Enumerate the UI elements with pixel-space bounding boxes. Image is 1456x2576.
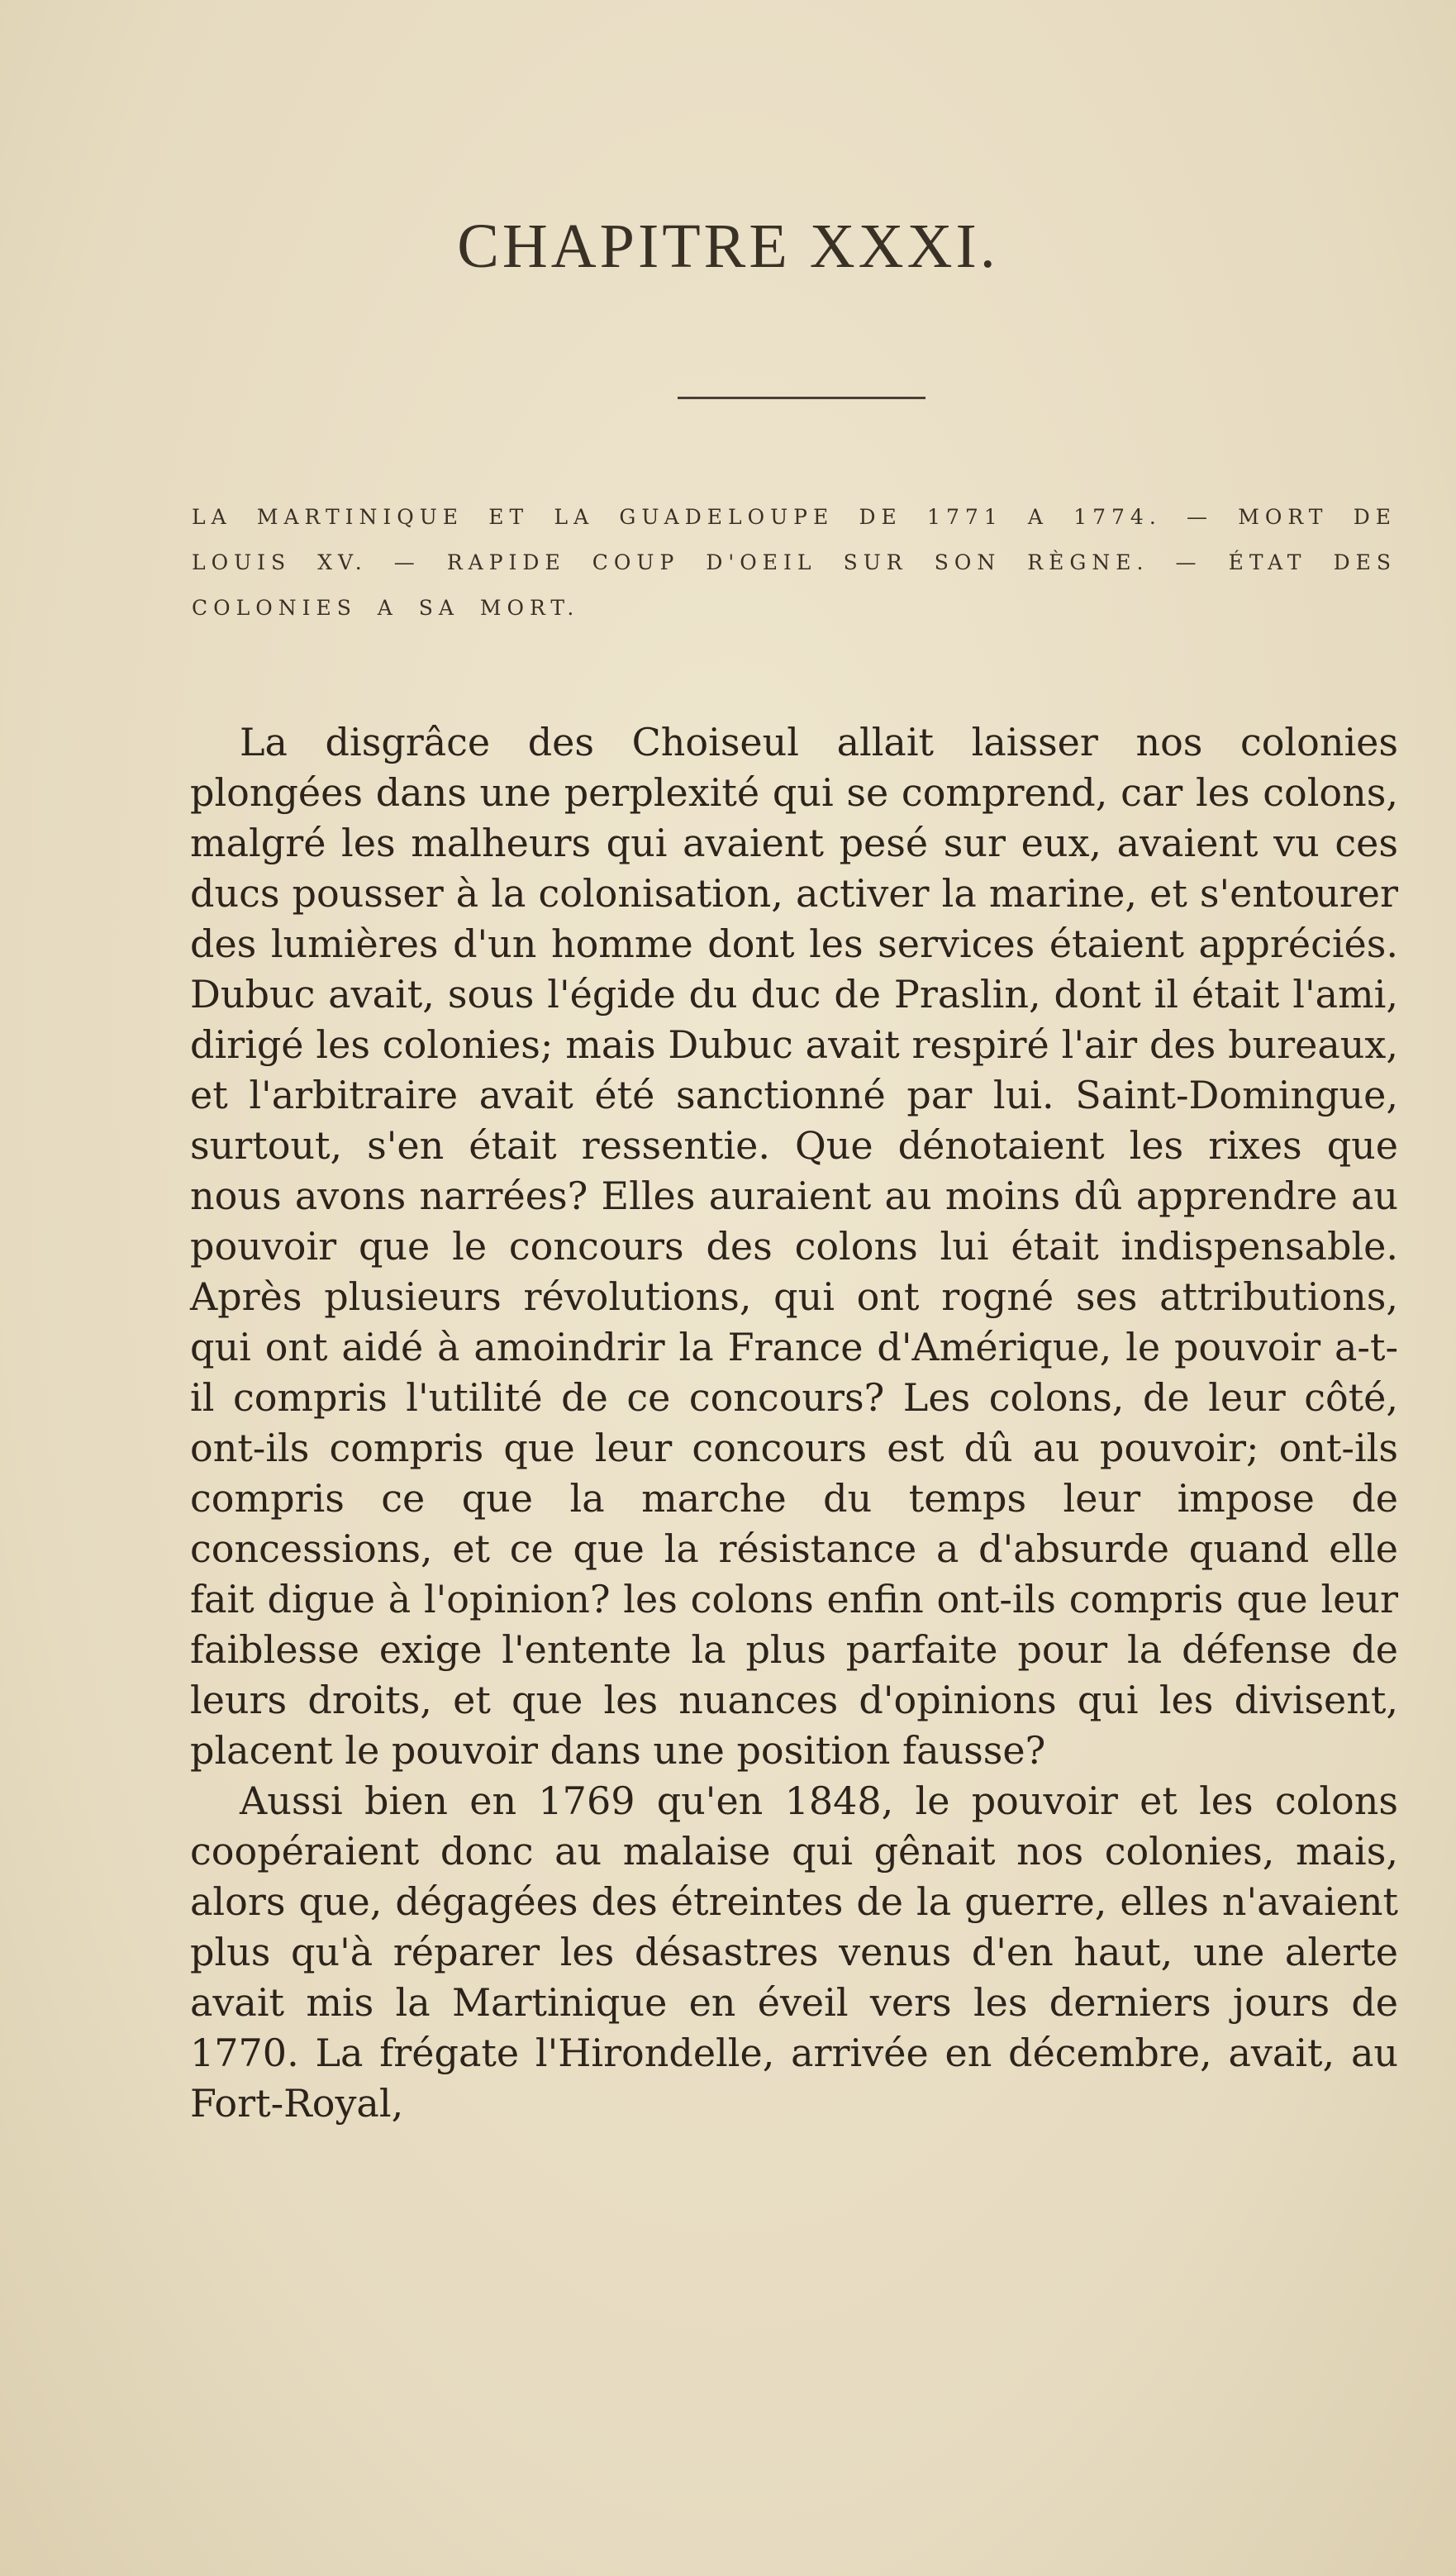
paragraph: La disgrâce des Choiseul allait laisser nos colonies plongées dans une perplexité qui se comprend, car les colons, malgré les malheurs qui avaient pesé sur eux, avaient vu ces ducs pousser à la colonisation, activer la marine, et s'entourer des lumières d'un homme dont les services étaient appréciés. Dubuc avait, sous l'égide du duc de Praslin, dont il était l'ami, dirigé les colonies; mais Dubuc avait respiré l'air des bureaux, et l'arbitraire avait été sanctionné par lui. Saint-Domingue, surtout, s'en était ressentie. Que dénotaient les rixes que nous avons narrées? Elles auraient au moins dû apprendre au pouvoir que le concours des colons lui était indispensable. Après plusieurs révolutions, qui ont rogné ses attributions, qui ont aidé à amoindrir la France d'Amérique, le pouvoir a-t-il compris l'utilité de ce concours? Les colons, de leur côté, ont-ils compris que leur concours est dû au pouvoir; ont-ils compris ce que la marche du temps leur impose de concessions, et ce que la résistance a d'absurde quand elle fait digue à l'opinion? les colons enfin ont-ils compris que leur faiblesse exige l'entente la plus parfaite pour la défense de leurs droits, et que les nuances d'opinions qui les divisent, placent le pouvoir dans une position fausse? <box>190 720 1398 1773</box>
title-divider <box>678 397 925 399</box>
chapter-title: CHAPITRE XXXI. <box>457 212 999 281</box>
paragraph: Aussi bien en 1769 qu'en 1848, le pouvoir et les colons coopéraient donc au malaise qui gênait nos colonies, mais, alors que, dégagées des étreintes de la guerre, elles n'avaient plus qu'à réparer les désastres venus d'en haut, une alerte avait mis la Martinique en éveil vers les derniers jours de 1770. La frégate l'Hirondelle, arrivée en décembre, avait, au Fort-Royal, <box>190 1778 1398 2126</box>
body-text <box>190 717 1398 2129</box>
chapter-summary: LA MARTINIQUE ET LA GUADELOUPE DE 1771 A 1774. — MORT DE LOUIS XV. — RAPIDE COUP D'OEIL SUR SON RÈGNE. — ÉTAT DES COLONIES A SA MORT. <box>192 505 1397 620</box>
